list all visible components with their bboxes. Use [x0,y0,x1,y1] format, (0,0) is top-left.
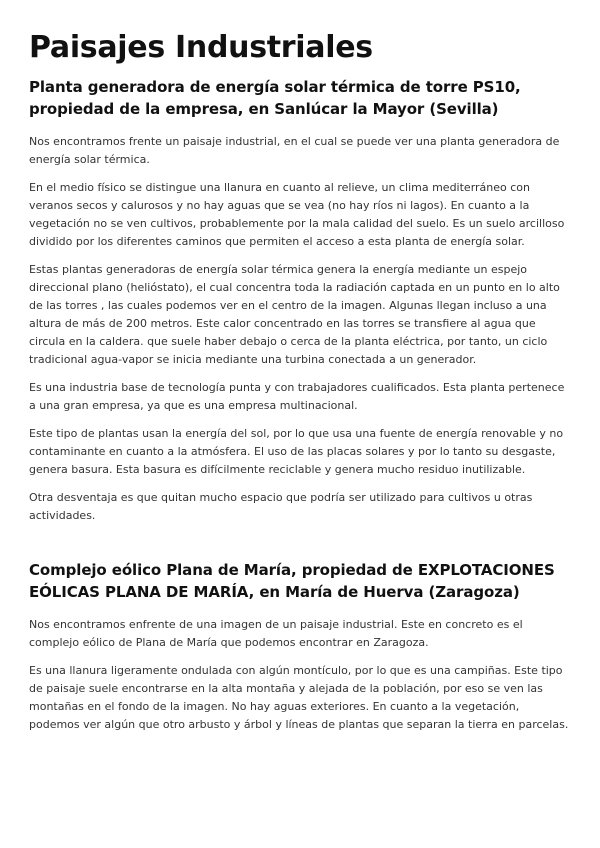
paragraph: Otra desventaja es que quitan mucho espacio que podría ser utilizado para cultivos u otras actividades. [29,491,533,522]
section-wind-farm [29,559,570,734]
paragraph: Este tipo de plantas usan la energía del sol, por lo que usa una fuente de energía renovable y no contaminante en cuanto a la atmósfera. El uso de las placas solares y por lo tanto su desgaste, genera basura. Esta basura es difícilmente reciclable y genera mucho residuo inutilizable. [29,427,564,476]
page-title: Paisajes Industriales [29,30,373,65]
paragraph: Nos encontramos enfrente de una imagen de un paisaje industrial. Este en concreto es el complejo eólico de Plana de María que podemos encontrar en Zaragoza. [29,618,523,649]
paragraph: Estas plantas generadoras de energía solar térmica genera la energía mediante un espejo direccional plano (helióstato), el cual concentra toda la radiación captada en un punto en lo alto de las torres , las cuales podemos ver en el centro de la imagen. Algunas llegan incluso a una altura de más de 200 metros. Este calor concentrado en las torres se transfiere al agua que circula en la caldera. que suele haber debajo o cerca de la planta eléctrica, por tanto, un ciclo tradicional agua-vapor se inicia mediante una turbina conectada a un generador. [29,263,560,366]
section-solar-plant [29,76,570,525]
paragraph: Nos encontramos frente un paisaje industrial, en el cual se puede ver una planta generadora de energía solar térmica. [29,135,560,166]
paragraph: En el medio físico se distingue una llanura en cuanto al relieve, un clima mediterráneo con veranos secos y calurosos y no hay aguas que se vea (no hay ríos ni lagos). En cuanto a la vegetación no se ven cultivos, probablemente por la mala calidad del suelo. Es un suelo arcilloso dividido por los diferentes caminos que permiten el acceso a esta planta de energía solar. [29,181,565,248]
paragraph: Es una industria base de tecnología punta y con trabajadores cualificados. Esta planta pertenece a una gran empresa, ya que es una empresa multinacional. [29,381,565,412]
section-heading: Planta generadora de energía solar térmica de torre PS10, propiedad de la empresa, en Sanlúcar la Mayor (Sevilla) [29,78,521,118]
section-heading: Complejo eólico Plana de María, propiedad de EXPLOTACIONES EÓLICAS PLANA DE MARÍA, en María de Huerva (Zaragoza) [29,561,555,601]
paragraph: Es una llanura ligeramente ondulada con algún montículo, por lo que es una campiñas. Este tipo de paisaje suele encontrarse en la alta montaña y alejada de la población, por eso se ven las montañas en el fondo de la imagen. No hay aguas exteriores. En cuanto a la vegetación, podemos ver algún que otro arbusto y árbol y líneas de plantas que separan la tierra en parcelas. [29,664,569,731]
